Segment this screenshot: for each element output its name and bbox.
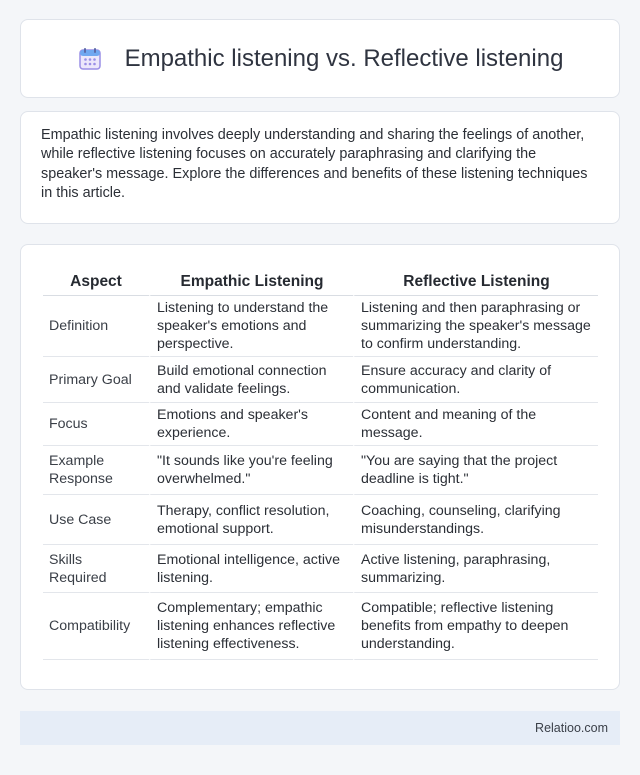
row-empathic: Complementary; empathic listening enhances reflective listening effectiveness. [149, 593, 353, 660]
table-header-row [43, 263, 598, 296]
comparison-table [43, 263, 598, 660]
row-reflective: Compatible; reflective listening benefits from empathy to deepen understanding. [353, 593, 598, 660]
row-reflective: Listening and then paraphrasing or summarizing the speaker's message to confirm understanding. [353, 296, 598, 357]
row-aspect: Skills Required [43, 545, 149, 593]
title-card [20, 19, 620, 98]
comparison-table-card [20, 244, 620, 690]
header-aspect: Aspect [43, 263, 149, 296]
row-reflective: "You are saying that the project deadline is tight." [353, 446, 598, 495]
table-row [43, 593, 598, 660]
table-row [43, 446, 598, 495]
row-aspect: Definition [43, 296, 149, 357]
header-reflective-listening: Reflective Listening [353, 263, 598, 296]
row-aspect: Primary Goal [43, 357, 149, 403]
header-empathic-listening: Empathic Listening [149, 263, 353, 296]
row-aspect: Use Case [43, 495, 149, 545]
row-empathic: Emotional intelligence, active listening. [149, 545, 353, 593]
table-row [43, 495, 598, 545]
calendar-icon [77, 46, 103, 72]
table-row [43, 357, 598, 403]
row-reflective: Coaching, counseling, clarifying misunderstandings. [353, 495, 598, 545]
row-empathic: "It sounds like you're feeling overwhelmed." [149, 446, 353, 495]
table-row [43, 545, 598, 593]
intro-card [20, 111, 620, 224]
intro-text: Empathic listening involves deeply understanding and sharing the feelings of another, while reflective listening focuses on accurately paraphrasing and clarifying the speaker's message. Explore the differences and benefits of these listening techniques in this article. [41, 127, 588, 201]
footer [20, 711, 620, 745]
row-aspect: Compatibility [43, 593, 149, 660]
footer-site-label: Relatioo.com [535, 721, 608, 735]
row-empathic: Therapy, conflict resolution, emotional support. [149, 495, 353, 545]
row-reflective: Ensure accuracy and clarity of communication. [353, 357, 598, 403]
page-title: Empathic listening vs. Reflective listening [124, 44, 564, 72]
row-reflective: Active listening, paraphrasing, summarizing. [353, 545, 598, 593]
table-row [43, 296, 598, 357]
row-reflective: Content and meaning of the message. [353, 403, 598, 446]
row-aspect: Focus [43, 403, 149, 446]
table-row [43, 403, 598, 446]
row-aspect: Example Response [43, 446, 149, 495]
row-empathic: Listening to understand the speaker's emotions and perspective. [149, 296, 353, 357]
row-empathic: Build emotional connection and validate feelings. [149, 357, 353, 403]
row-empathic: Emotions and speaker's experience. [149, 403, 353, 446]
